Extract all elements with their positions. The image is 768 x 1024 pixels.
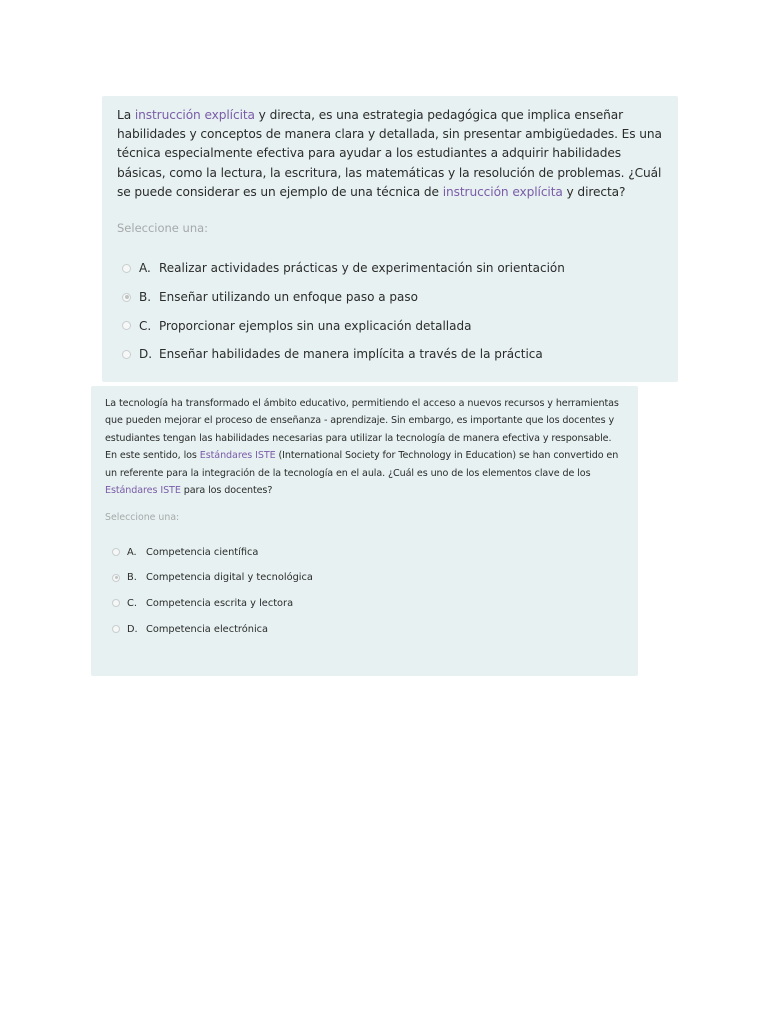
radio-button[interactable]	[122, 264, 131, 273]
answer-option-d[interactable]	[105, 616, 626, 642]
question-text	[105, 395, 626, 499]
question-text-part: La tecnología ha transformado el ámbito educativo, permitiendo el acceso a nuevos recursos y herramientas que pueden mejorar el proceso de enseñanza - aprendizaje. Sin embargo, es importante que los docentes y estudiantes tengan las habilidades necesarias para utilizar la tecnología de manera efectiva y responsable. En este sentido, los	[105, 398, 619, 462]
select-prompt: Seleccione una:	[105, 512, 180, 524]
select-prompt: Seleccione una:	[117, 221, 209, 236]
option-label: Competencia electrónica	[146, 623, 269, 635]
answer-option-d[interactable]	[117, 340, 666, 369]
option-letter: C.	[139, 318, 152, 333]
answer-option-b[interactable]	[105, 565, 626, 591]
option-label: Proporcionar ejemplos sin una explicación detallada	[159, 318, 472, 333]
question-text-part: y directa?	[562, 184, 626, 199]
question-text-part: La	[117, 108, 135, 122]
term-link[interactable]: Estándares ISTE	[105, 485, 181, 497]
option-label: Enseñar utilizando un enfoque paso a paso	[159, 290, 418, 305]
question-card-2	[91, 386, 638, 676]
option-label: Realizar actividades prácticas y de experimentación sin orientación	[159, 261, 565, 276]
option-label: Enseñar habilidades de manera implícita a través de la práctica	[159, 347, 543, 362]
term-link[interactable]: instrucción explícita	[442, 184, 563, 199]
question-card-1	[102, 96, 678, 382]
question-text-part: (International Society for Technology in Education) se han convertido en un referente para la integración de la tecnología en el aula. ¿Cuál es uno de los elementos clave de los	[105, 450, 619, 479]
radio-button[interactable]	[122, 293, 131, 302]
option-label: Competencia digital y tecnológica	[146, 572, 313, 584]
radio-button[interactable]	[112, 625, 120, 633]
option-letter: C.	[127, 597, 137, 609]
question-text-part: y directa, es una estrategia pedagógica que implica enseñar habilidades y conceptos de manera clara y detallada, sin presentar ambigüedades. Es una técnica especialmente efectiva para ayudar a los estudiantes a adquirir habilidades básicas, como la lectura, la escritura, las matemáticas y la resolución de problemas. ¿Cuál se puede considerar es un ejemplo de una técnica de	[117, 108, 662, 199]
radio-button[interactable]	[122, 321, 131, 330]
answer-options	[117, 254, 666, 369]
option-letter: A.	[127, 546, 137, 558]
radio-button[interactable]	[112, 548, 120, 556]
question-text	[117, 106, 666, 202]
option-letter: D.	[127, 623, 138, 635]
option-letter: D.	[139, 347, 153, 362]
option-letter: A.	[139, 261, 151, 276]
answer-option-c[interactable]	[117, 311, 666, 340]
answer-option-a[interactable]	[117, 254, 666, 283]
option-label: Competencia escrita y lectora	[146, 597, 294, 609]
answer-options	[105, 539, 626, 641]
question-text-part: para los docentes?	[180, 485, 273, 497]
term-link[interactable]: instrucción explícita	[134, 108, 255, 122]
option-letter: B.	[139, 290, 152, 305]
radio-button[interactable]	[122, 350, 131, 359]
radio-button[interactable]	[112, 599, 120, 607]
answer-option-a[interactable]	[105, 539, 626, 565]
option-label: Competencia científica	[146, 546, 259, 558]
option-letter: B.	[127, 572, 137, 584]
term-link[interactable]: Estándares ISTE	[199, 450, 276, 462]
answer-option-b[interactable]	[117, 283, 666, 312]
answer-option-c[interactable]	[105, 591, 626, 617]
radio-button[interactable]	[112, 574, 120, 582]
